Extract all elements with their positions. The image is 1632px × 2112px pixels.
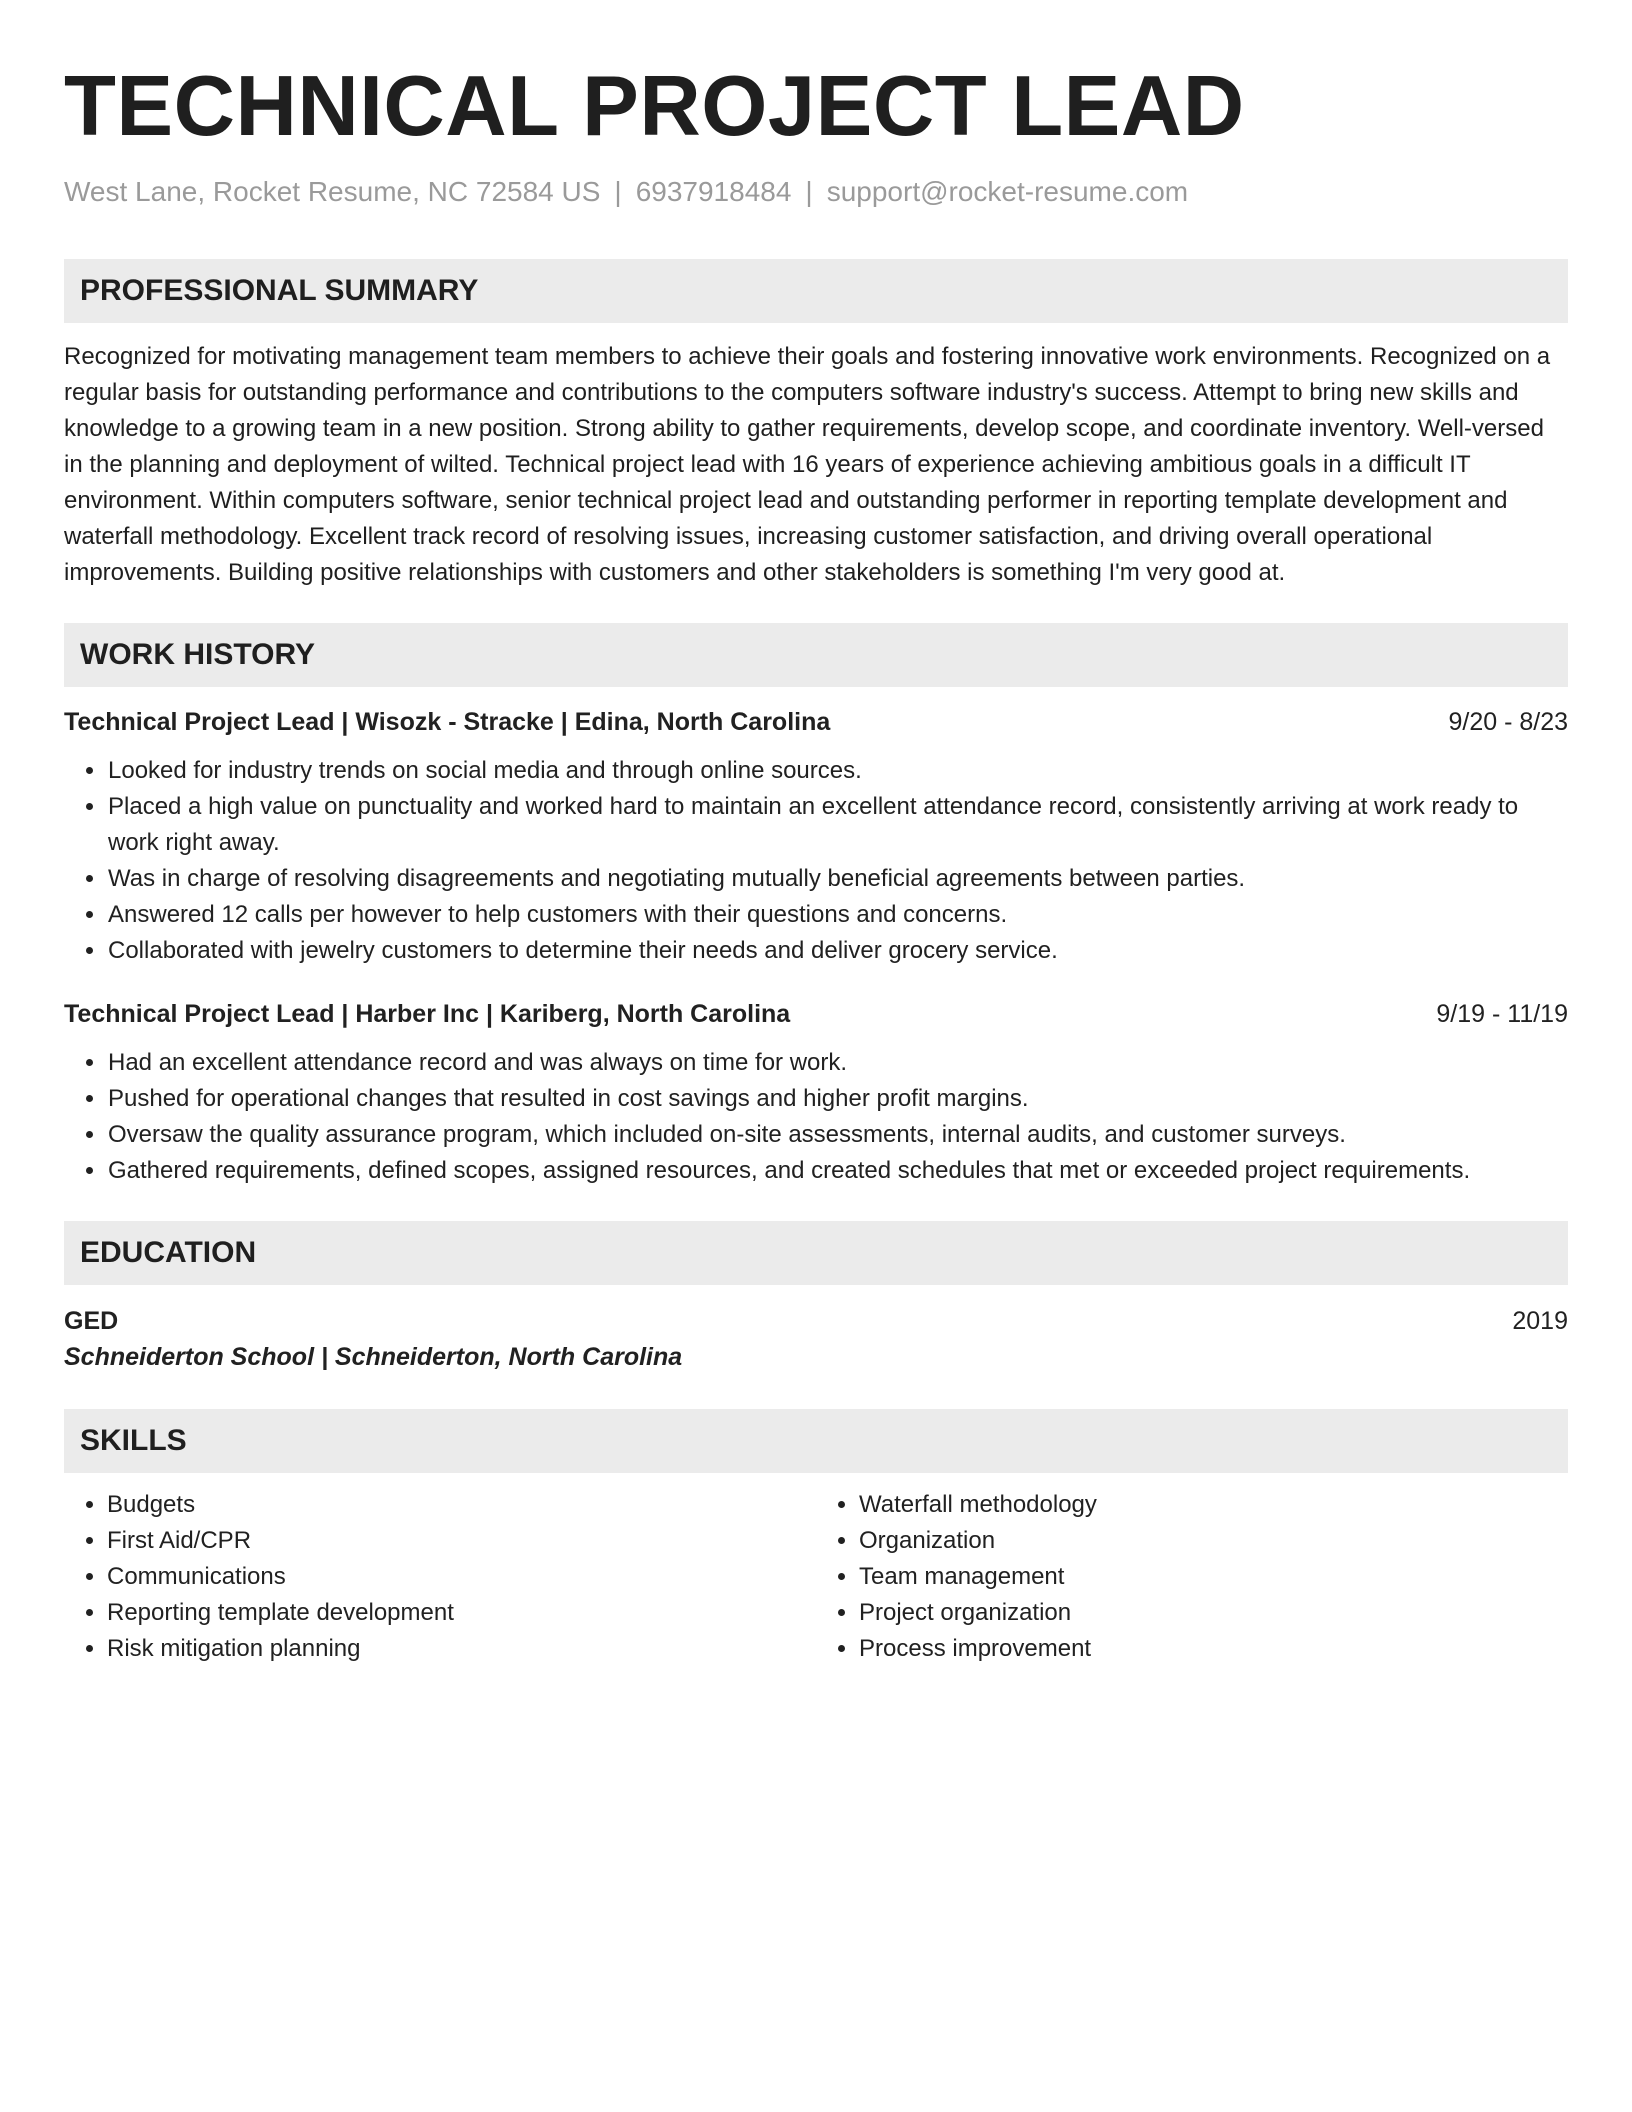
contact-separator: | — [614, 176, 622, 207]
contact-email: support@rocket-resume.com — [826, 176, 1189, 207]
skill-item: • Budgets — [107, 1487, 816, 1523]
job-title: Technical Project Lead | Harber Inc | Kariberg, North Carolina — [64, 999, 791, 1028]
education-school: Schneiderton School | Schneiderton, North Carolina — [64, 1342, 683, 1371]
contact-separator: | — [805, 176, 813, 207]
skill-item: • Process improvement — [859, 1631, 1568, 1667]
job-bullet: • Placed a high value on punctuality and worked hard to maintain an excellent attendance record, consistently arriving at work ready to work right away. — [107, 789, 1568, 861]
job-header — [64, 705, 1568, 739]
job-bullet: • Oversaw the quality assurance program, which included on-site assessments, internal audits, and customer surveys. — [107, 1117, 1568, 1153]
education-header — [64, 1303, 1568, 1339]
work-history-heading: WORK HISTORY — [64, 623, 1568, 687]
skill-item: • Communications — [107, 1559, 816, 1595]
job-entry — [64, 997, 1568, 1189]
job-bullet: • Gathered requirements, defined scopes, assigned resources, and created schedules that met or exceeded project requirements. — [107, 1153, 1568, 1189]
skill-item: • Risk mitigation planning — [107, 1631, 816, 1667]
skill-item: • Team management — [859, 1559, 1568, 1595]
skills-column-right — [816, 1487, 1568, 1667]
job-header — [64, 997, 1568, 1031]
skills-column-left — [64, 1487, 816, 1667]
education-entry — [64, 1303, 1568, 1375]
education-year: 2019 — [1512, 1306, 1568, 1335]
job-bullet: • Looked for industry trends on social media and through online sources. — [107, 753, 1568, 789]
resume-title: TECHNICAL PROJECT LEAD — [64, 59, 1245, 154]
skills-heading: SKILLS — [64, 1409, 1568, 1473]
education-heading: EDUCATION — [64, 1221, 1568, 1285]
contact-address: West Lane, Rocket Resume, NC 72584 US — [64, 176, 601, 207]
summary-text: Recognized for motivating management team members to achieve their goals and fostering innovative work environments. Recognized on a regular basis for outstanding performance and contributions to the computers software industry's success. Attempt to bring new skills and knowledge to a growing team in a new position. Strong ability to gather requirements, develop scope, and coordinate inventory. Well-versed in the planning and deployment of wilted. Technical project lead with 16 years of experience achieving ambitious goals in a difficult IT environment. Within computers software, senior technical project lead and outstanding performer in reporting template development and waterfall methodology. Excellent track record of resolving issues, increasing customer satisfaction, and driving overall operational improvements. Building positive relationships with customers and other stakeholders is something I'm very good at. — [64, 342, 1551, 586]
education-degree: GED — [64, 1306, 119, 1335]
job-bullet: • Collaborated with jewelry customers to determine their needs and deliver grocery service. — [107, 933, 1568, 969]
skill-item: • First Aid/CPR — [107, 1523, 816, 1559]
job-entry — [64, 705, 1568, 969]
contact-line — [64, 175, 1568, 209]
summary-heading: PROFESSIONAL SUMMARY — [64, 259, 1568, 323]
contact-phone: 6937918484 — [635, 176, 792, 207]
skill-item: • Organization — [859, 1523, 1568, 1559]
job-bullet: • Pushed for operational changes that resulted in cost savings and higher profit margins. — [107, 1081, 1568, 1117]
job-dates: 9/19 - 11/19 — [1436, 999, 1568, 1028]
skills-list — [64, 1487, 1568, 1667]
job-bullet: • Had an excellent attendance record and was always on time for work. — [107, 1045, 1568, 1081]
job-dates: 9/20 - 8/23 — [1448, 707, 1568, 736]
job-bullets — [64, 1045, 1568, 1189]
skill-item: • Reporting template development — [107, 1595, 816, 1631]
skill-item: • Project organization — [859, 1595, 1568, 1631]
skill-item: • Waterfall methodology — [859, 1487, 1568, 1523]
job-bullet: • Was in charge of resolving disagreements and negotiating mutually beneficial agreements between parties. — [107, 861, 1568, 897]
job-bullet: • Answered 12 calls per however to help customers with their questions and concerns. — [107, 897, 1568, 933]
job-title: Technical Project Lead | Wisozk - Stracke | Edina, North Carolina — [64, 707, 831, 736]
job-bullets — [64, 753, 1568, 969]
